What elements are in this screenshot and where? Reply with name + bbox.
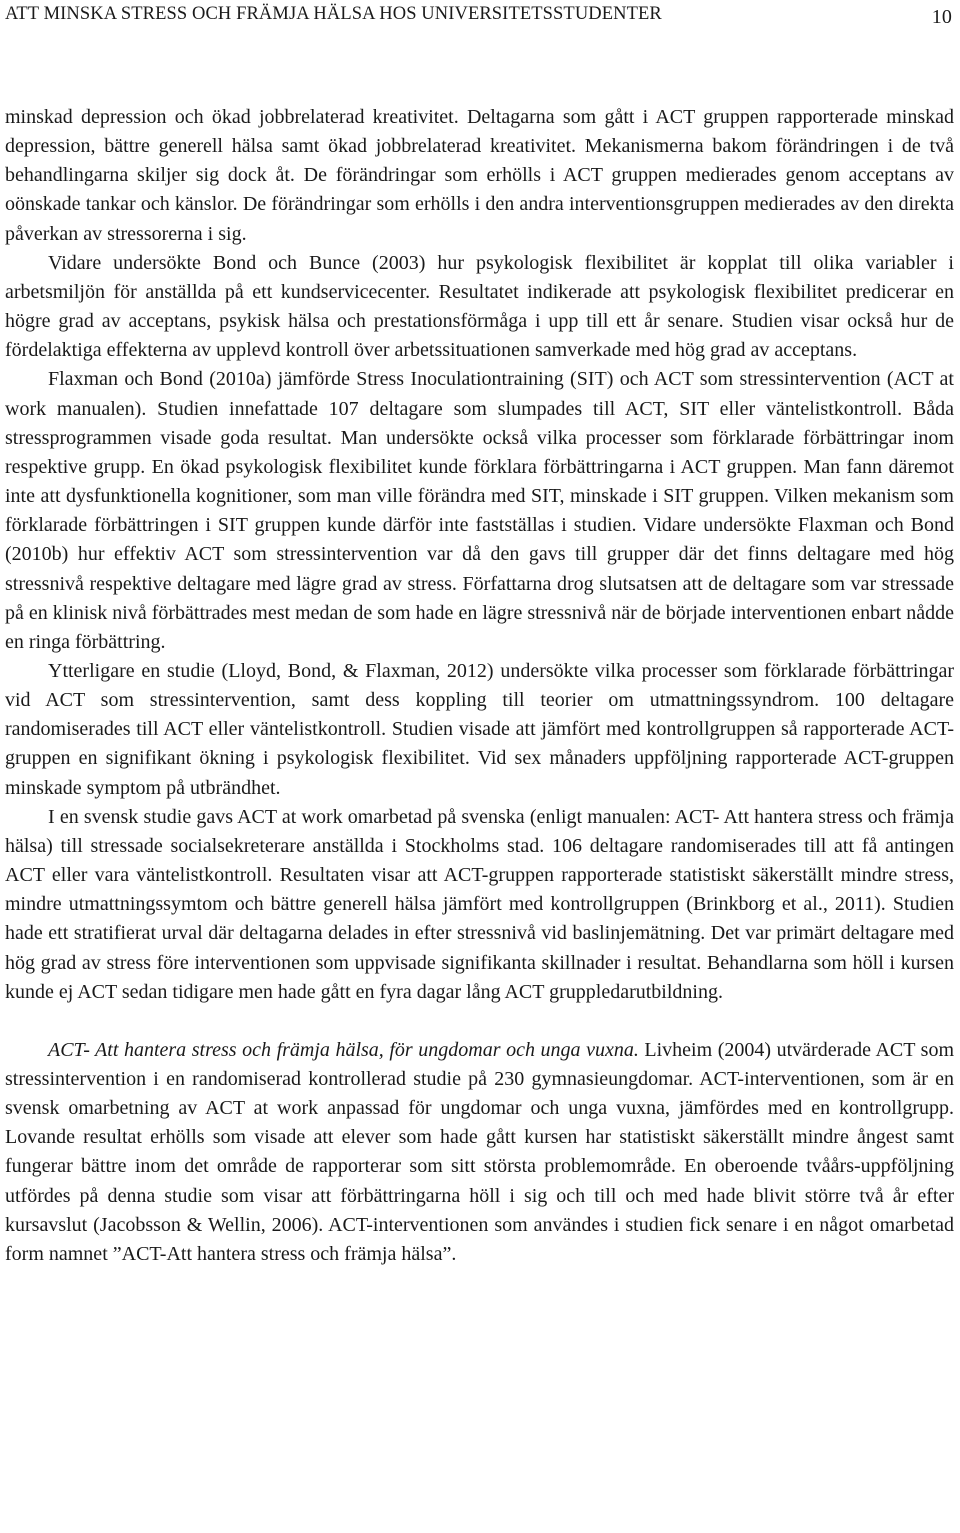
paragraph-gap (5, 1007, 954, 1036)
paragraph-4: Ytterligare en studie (Lloyd, Bond, & Flaxman, 2012) undersökte vilka processer som förklarade förbättringar vid ACT som stressintervention, samt dess koppling till teorier om utmattningssyndrom. 100 deltagare randomiserades till ACT eller väntelistkontroll. Studien visade att jämfört med kontrollgruppen så rapporterade ACT-gruppen en signifikant ökning i psykologisk flexibilitet. Vid sex månaders uppföljning rapporterade ACT-gruppen minskade symptom på utbrändhet. (5, 659, 954, 799)
page-number: 10 (931, 6, 952, 28)
paragraph-3: Flaxman och Bond (2010a) jämförde Stress Inoculationtraining (SIT) och ACT som stressintervention (ACT at work manualen). Studien innefattade 107 deltagare som slumpades till ACT, SIT eller väntelistkontroll. Båda stressprogrammen visade goda resultat. Man undersökte också vilka processer som förklarade förbättringar inom respektive grupp. En ökad psykologisk flexibilitet kunde förklara förbättringarna i ACT gruppen. Man fann däremot inte att dysfunktionella kognitioner, som man ville förändra med SIT, minskade i SIT gruppen. Vilken mekanism som förklarade förbättringen i SIT gruppen kunde därför inte fastställas i studien. Vidare undersökte Flaxman och Bond (2010b) hur effektiv ACT som stressintervention var då den gavs till grupper där det finns deltagare med hög stressnivå respektive deltagare med lägre grad av stress. Författarna drog slutsatsen att de deltagare som var stressade på en klinisk nivå förbättrades mest medan de som hade en lägre stressnivå när de började interventionen enbart nådde en ringa förbättring. (5, 368, 954, 653)
paragraph-2: Vidare undersökte Bond och Bunce (2003) hur psykologisk flexibilitet är kopplat till olika variabler i arbetsmiljön för anställda på ett kundservicecenter. Resultatet indikerade att psykologisk flexibilitet predicerar en högre grad av acceptans, psykisk hälsa och prestationsförmåga i upp till ett år senare. Studien visar också hur de fördelaktiga effekterna av upplevd kontroll över arbetssituationen samverkade med hög grad av acceptans. (5, 251, 954, 362)
running-head (5, 4, 952, 28)
paragraph-5: I en svensk studie gavs ACT at work omarbetad på svenska (enligt manualen: ACT- Att hantera stress och främja hälsa) till stressade socialsekreterare anställda i Stockholms stad. 106 deltagare randomiserades till att få antingen ACT eller vara väntelistkontroll. Resultaten visar att ACT-gruppen rapporterade statistiskt säkerställt mindre stress, mindre utmattningssymtom och bättre generell hälsa jämfört med kontrollgruppen (Brinkborg et al., 2011). Studien hade ett stratifierat urval där deltagarna delades in efter stressnivå vid baslinjemätning. Det var primärt deltagare med hög grad av stress före interventionen som uppvisade signifikanta skillnader i resultat. Behandlarna som höll i kursen kunde ej ACT sedan tidigare men hade gått en fyra dagar lång ACT gruppledarutbildning. (5, 805, 954, 1003)
section-heading-italic: ACT- Att hantera stress och främja hälsa, för ungdomar och unga vuxna. (48, 1038, 639, 1061)
body-text (5, 103, 954, 1269)
paragraph-6 (5, 1036, 954, 1269)
paragraph-1: minskad depression och ökad jobbrelaterad kreativitet. Deltagarna som gått i ACT gruppen rapporterade minskad depression, bättre generell hälsa samt ökad jobbrelaterad kreativitet. Mekanismerna bakom förändringen i de två behandlingarna skiljer sig dock åt. De förändringar som erhölls i ACT gruppen medierades genom acceptans av oönskade tankar och känslor. De förändringar som erhölls i den andra interventionsgruppen medierades av den direkta påverkan av stressorerna i sig. (5, 106, 954, 245)
running-head-title: ATT MINSKA STRESS OCH FRÄMJA HÄLSA HOS UNIVERSITETSSTUDENTER (5, 4, 662, 24)
paragraph-6-body: Livheim (2004) utvärderade ACT som stressintervention i en randomiserad kontrollerad studie på 230 gymnasieungdomar. ACT-interventionen, som är en svensk omarbetning av ACT at work anpassad för ungdomar och unga vuxna, jämfördes med en kontrollgrupp. Lovande resultat erhölls som visade att elever som hade gått kursen har statistiskt säkerställt mindre ångest samt fungerar bättre inom det område de rapporterar som sitt största problemområde. En oberoende tvåårs-uppföljning utfördes på denna studie som visar att förbättringarna höll i sig och till och med hade blivit större två år efter kursavslut (Jacobsson & Wellin, 2006). ACT-interventionen som användes i studien fick senare i en något omarbetad form namnet ”ACT-Att hantera stress och främja hälsa”. (5, 1038, 954, 1265)
